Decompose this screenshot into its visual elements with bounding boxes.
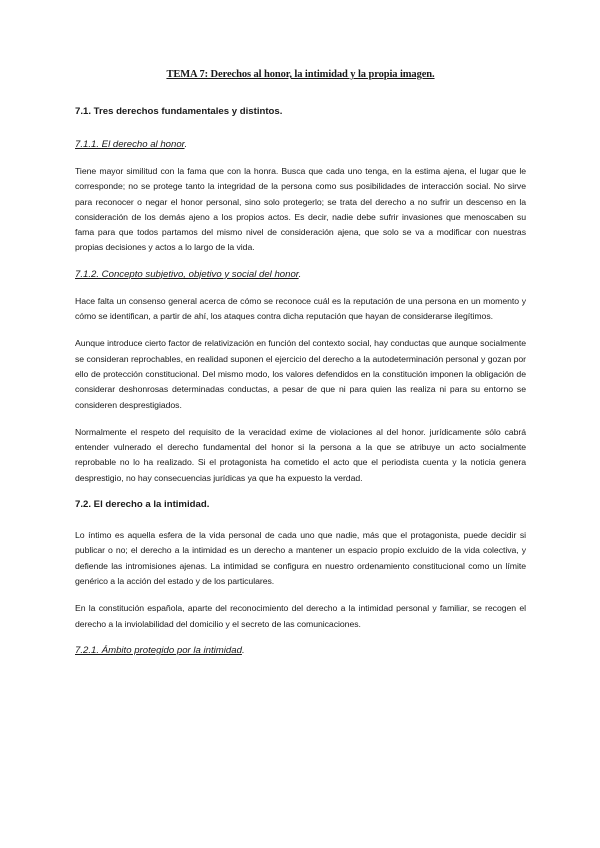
paragraph-relativizacion: Aunque introduce cierto factor de relativización en función del contexto social, hay conductas que aunque socialmente se consideran reprochables, en realidad suponen el ejercicio del derecho a la autodeterminación personal y gozan por ello de protección constitucional. Del mismo modo, los valores defendidos en la constitución imponen la obligación de considerar deshonrosas determinadas conductas, a pesar de que ni para quien las realiza ni para su entorno se consideren desprestigiados. <box>75 338 526 410</box>
document-page <box>75 68 526 670</box>
subsection-number: 7.2.1. <box>75 644 100 656</box>
section-heading-7-2: 7.2. El derecho a la intimidad. <box>75 499 210 511</box>
subsection-number: 7.1.2. <box>75 268 100 280</box>
subsection-title: Concepto subjetivo, objetivo y social del honor <box>99 268 299 280</box>
subsection-heading-7-1-2: 7.1.2. Concepto subjetivo, objetivo y social del honor. <box>75 268 302 280</box>
document-title: TEMA 7: Derechos al honor, la intimidad y la propia imagen. <box>166 69 435 80</box>
subsection-title: El derecho al honor <box>99 139 185 150</box>
paragraph-intimo: Lo íntimo es aquella esfera de la vida personal de cada uno que nadie, más que el protagonista, puede decidir si publicar o no; el derecho a la intimidad es un derecho a mantener un espacio propio excluido de la vida colectiva, y defiende las intromisiones ajenas. La intimidad se configura en nuestro ordenamiento constitucional como un límite genérico a la acción del estado y de los particulares. <box>75 530 526 586</box>
subsection-title: Ámbito protegido por la intimidad <box>99 644 242 656</box>
paragraph-honor-definition: Tiene mayor similitud con la fama que con la honra. Busca que cada uno tenga, en la estima ajena, el lugar que le corresponde; no se protege tanto la integridad de la persona como sus posibilidades de interacción social. No sirve para reconocer o negar el honor personal, sino solo protegerlo; se trata del derecho a no sufrir un descenso en la consideración de los demás ajeno a los propios actos. Es decir, nadie debe sufrir invasiones que menoscaben su fama para que todos partamos del mismo nivel de consideración ajena, que solo se va a modificar con nuestras propias decisiones y actos a lo largo de la vida. <box>75 166 526 253</box>
paragraph-constitucion: En la constitución española, aparte del reconocimiento del derecho a la intimidad personal y familiar, se recogen el derecho a la inviolabilidad del domicilio y el secreto de las comunicaciones. <box>75 603 526 629</box>
section-heading-7-1: 7.1. Tres derechos fundamentales y distintos. <box>75 106 283 117</box>
subsection-heading-7-1-1: 7.1.1. El derecho al honor. <box>75 139 188 150</box>
paragraph-veracidad: Normalmente el respeto del requisito de la veracidad exime de violaciones al del honor. jurídicamente sólo cabrá entender vulnerado el derecho fundamental del honor si la persona a la que se atribuye un acto socialmente reprobable no lo ha realizado. Si el protagonista ha cometido el acto que el periodista cuenta y la noticia genera desprestigio, no hay consecuencias jurídicas ya que ha expuesto la verdad. <box>75 426 526 483</box>
subsection-number: 7.1.1. <box>75 139 100 150</box>
paragraph-consenso: Hace falta un consenso general acerca de cómo se reconoce cuál es la reputación de una persona en un momento y cómo se identifican, a partir de ahí, los ataques contra dicha reputación que hayan de considerarse ilegítimos. <box>75 295 526 322</box>
subsection-heading-7-2-1: 7.2.1. Ámbito protegido por la intimidad. <box>75 644 245 656</box>
